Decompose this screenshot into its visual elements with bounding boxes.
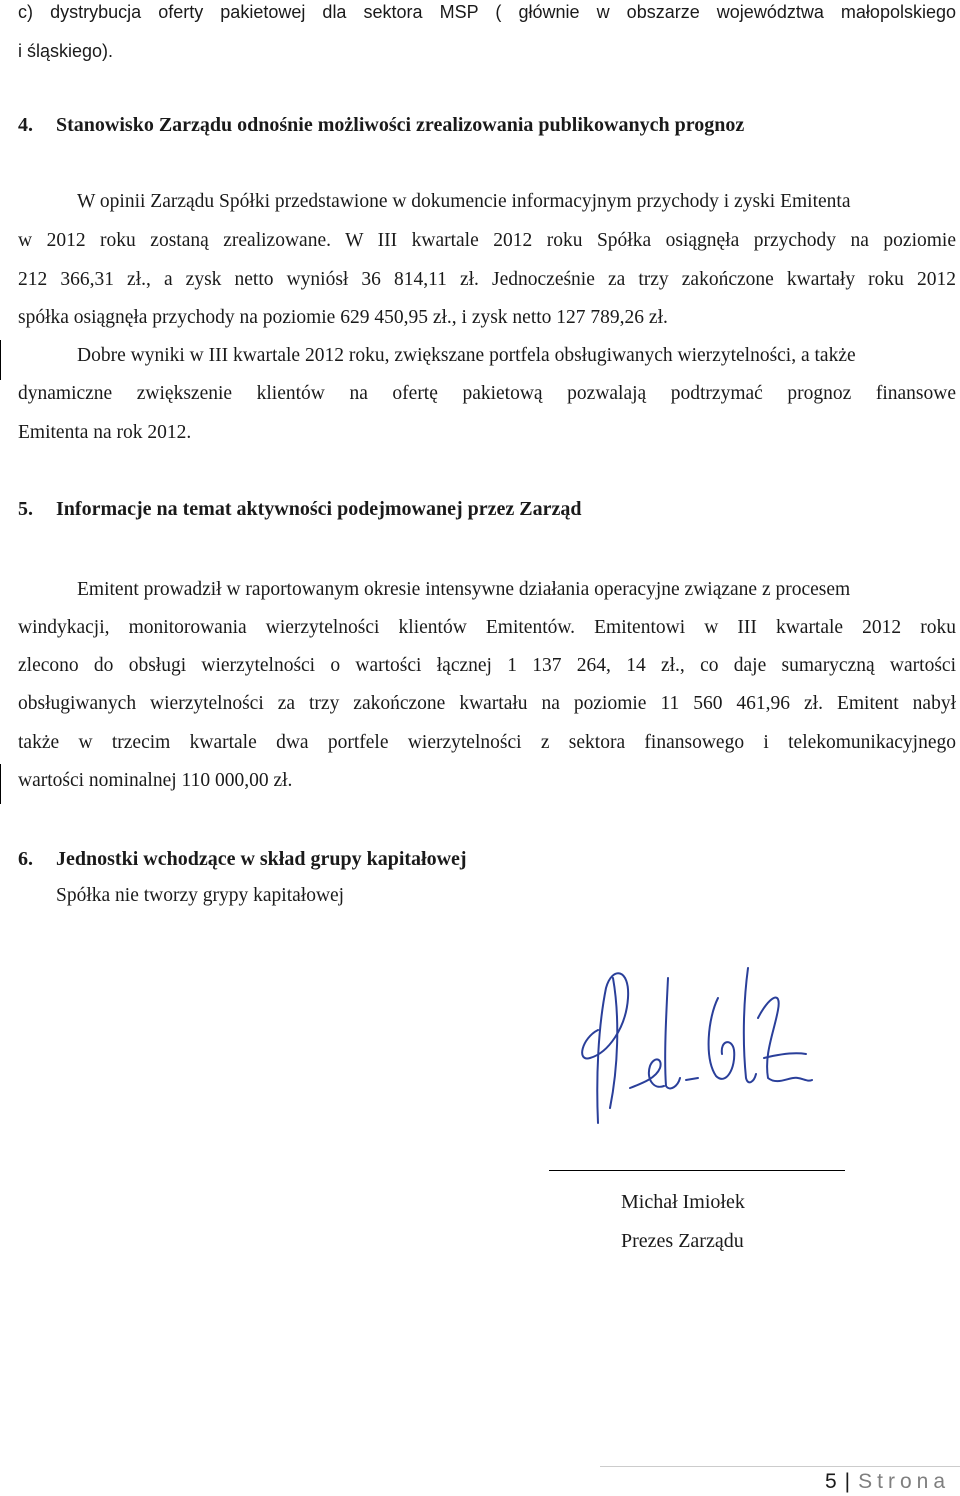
s4-p1-line-4: spółka osiągnęła przychody na poziomie 629 450,95 zł., i zysk netto 127 789,26 zł. — [18, 307, 668, 328]
s4-p1-line-3: 212 366,31 zł., a zysk netto wyniósł 36 814,11 zł. Jednocześnie za trzy zakończone kwartały roku 2012 — [18, 269, 956, 290]
s5-p-line-2: windykacji, monitorowania wierzytelności klientów Emitentów. Emitentowi w III kwartale 2012 roku — [18, 617, 956, 638]
page-number: 5 — [824, 1470, 837, 1493]
footer-separator: | — [844, 1470, 851, 1493]
signatory-name: Michał Imiołek — [621, 1191, 745, 1213]
handwritten-signature — [568, 958, 828, 1138]
s5-p-line-4: obsługiwanych wierzytelności za trzy zakończone kwartału na poziomie 11 560 461,96 zł. Emitent nabył — [18, 693, 956, 714]
page-label: Strona — [858, 1470, 950, 1493]
signatory-role: Prezes Zarządu — [621, 1230, 744, 1252]
section-6-title: Jednostki wchodzące w skład grupy kapitałowej — [56, 848, 467, 870]
s5-p-line-6: wartości nominalnej 110 000,00 zł. — [18, 770, 293, 791]
top-line-1: c) dystrybucja oferty pakietowej dla sektora MSP ( głównie w obszarze województwa małopolskiego — [18, 2, 956, 22]
signature-line — [549, 1170, 845, 1171]
s4-p1-line-1: W opinii Zarządu Spółki przedstawione w dokumencie informacyjnym przychody i zyski Emitenta — [77, 191, 851, 212]
section-4-title: Stanowisko Zarządu odnośnie możliwości zrealizowania publikowanych prognoz — [56, 114, 745, 136]
s5-p-line-1: Emitent prowadził w raportowanym okresie intensywne działania operacyjne związane z procesem — [77, 579, 851, 600]
s4-p1-line-2: w 2012 roku zostaną zrealizowane. W III kwartale 2012 roku Spółka osiągnęła przychody na poziomie — [18, 230, 956, 251]
section-5-title: Informacje na temat aktywności podejmowanej przez Zarząd — [56, 498, 582, 520]
top-line-2: i śląskiego). — [18, 41, 114, 61]
section-5-number: 5. — [18, 498, 33, 520]
s5-p-line-3: zlecono do obsługi wierzytelności o wartości łącznej 1 137 264, 14 zł., co daje sumaryczną wartości — [18, 655, 956, 676]
section-4-number: 4. — [18, 114, 33, 136]
section-5-heading — [18, 496, 581, 522]
s4-p2-line-1: Dobre wyniki w III kwartale 2012 roku, zwiększane portfela obsługiwanych wierzytelności, a także — [77, 345, 856, 366]
s6-text: Spółka nie tworzy grypy kapitałowej — [56, 885, 345, 906]
change-bar — [0, 340, 1, 380]
change-bar — [0, 764, 1, 804]
s4-p2-line-3: Emitenta na rok 2012. — [18, 422, 192, 443]
page-footer — [825, 1470, 950, 1494]
footer-rule — [600, 1466, 960, 1467]
section-6-number: 6. — [18, 848, 33, 870]
section-6-heading — [18, 846, 467, 872]
s5-p-line-5: także w trzecim kwartale dwa portfele wierzytelności z sektora finansowego i telekomunikacyjnego — [18, 732, 956, 753]
section-4-heading — [18, 112, 744, 138]
s4-p2-line-2: dynamiczne zwiększenie klientów na ofertę pakietową pozwalają podtrzymać prognoz finansowe — [18, 383, 956, 404]
